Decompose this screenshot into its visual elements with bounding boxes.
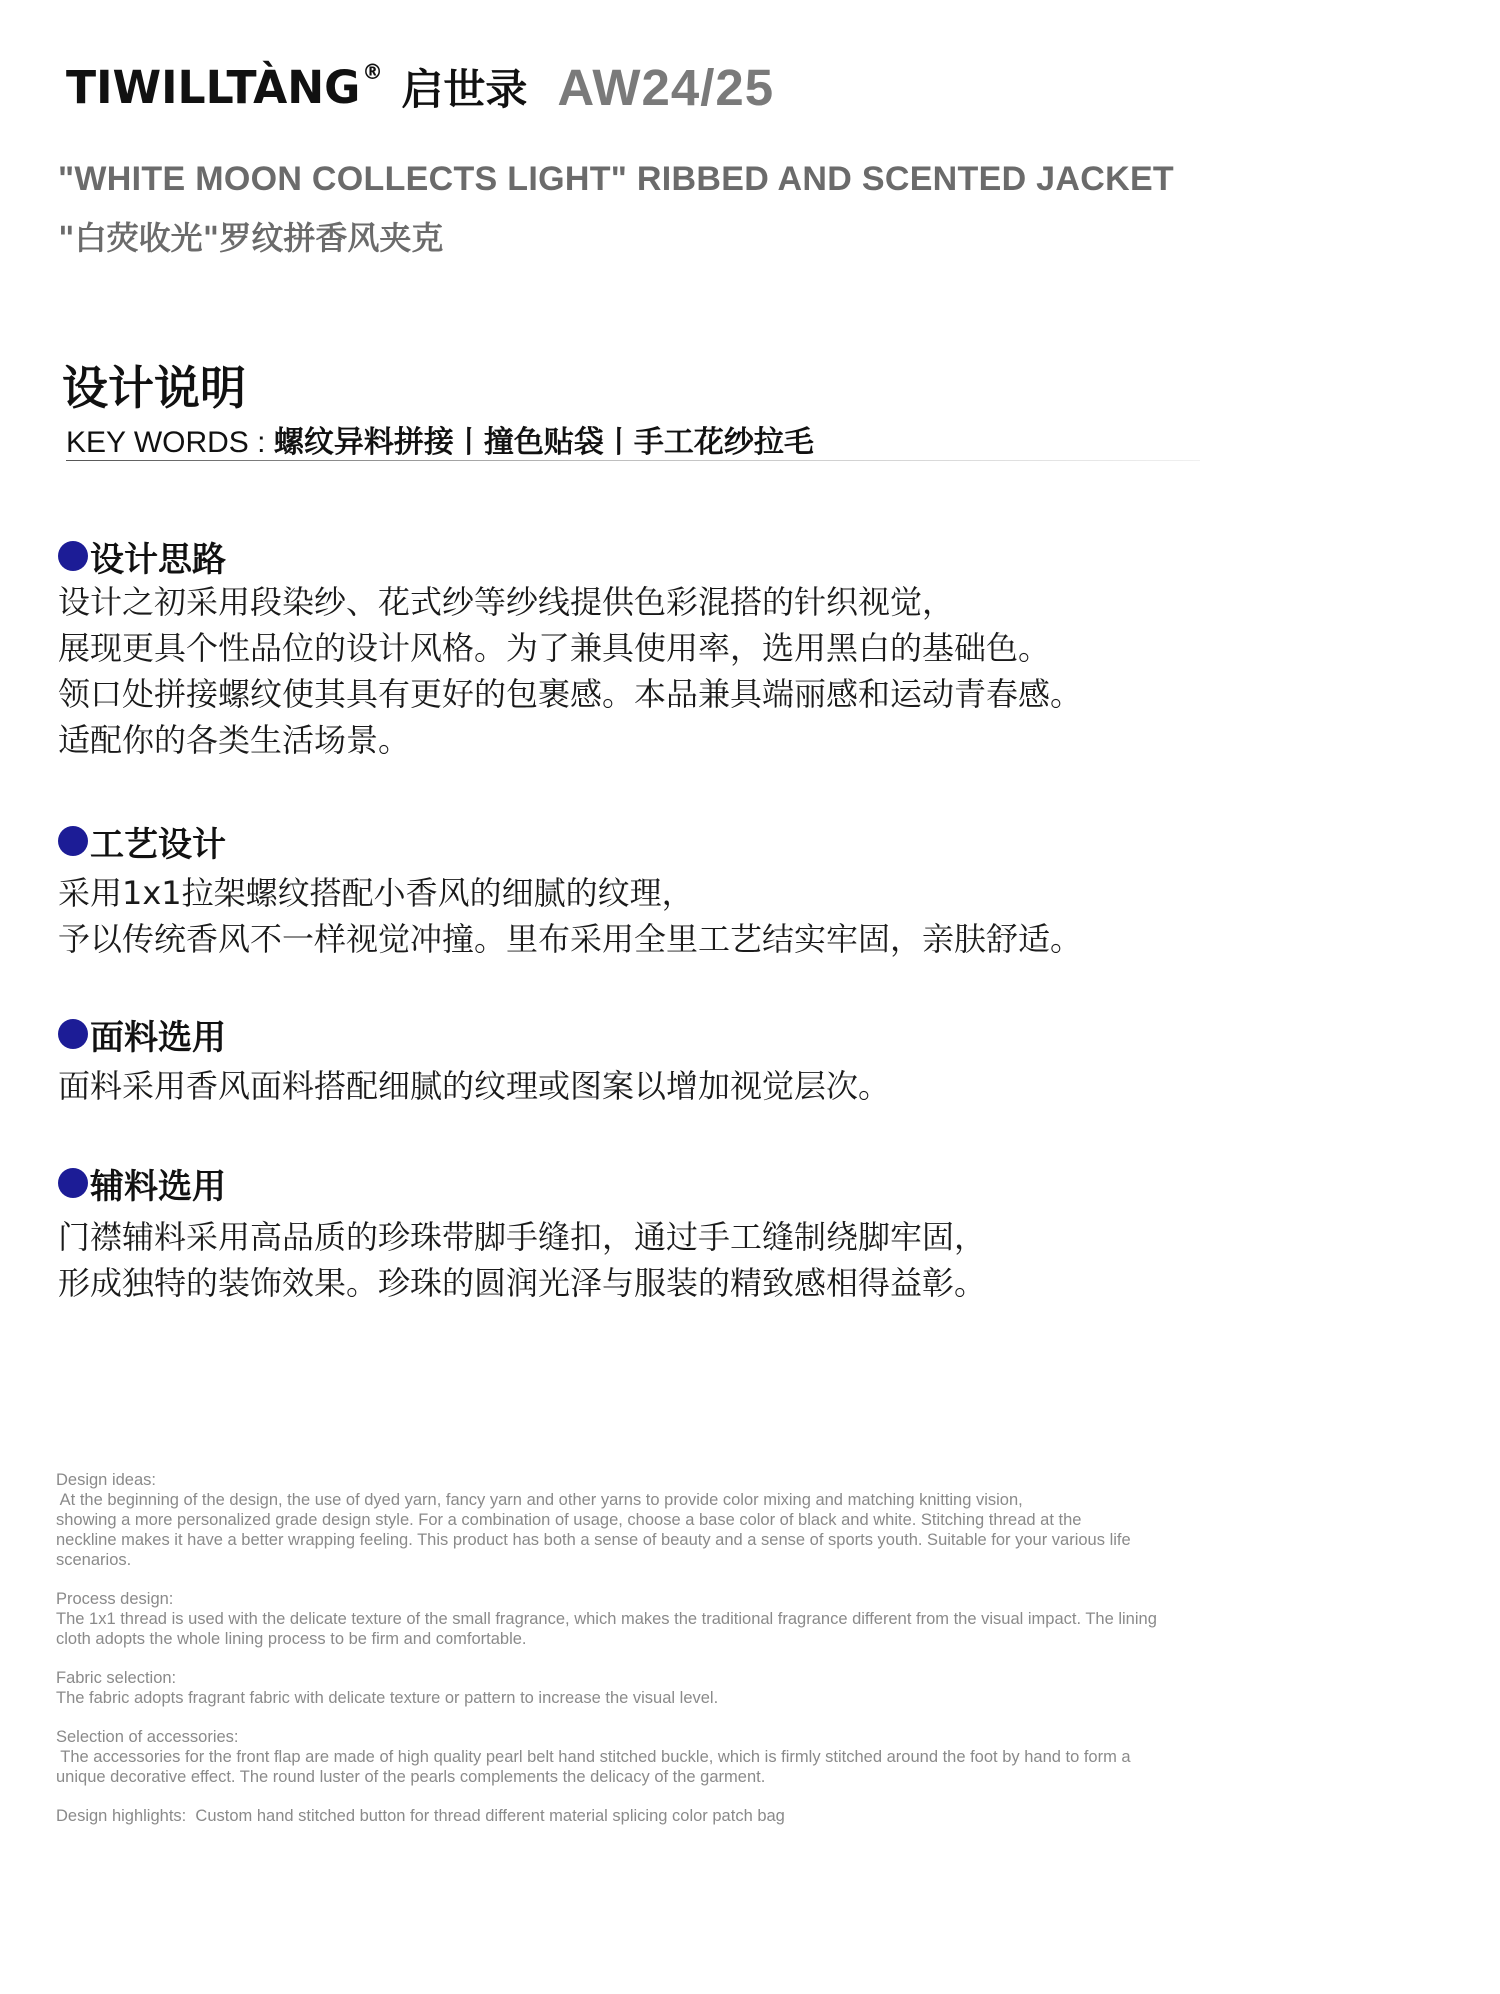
- english-process-design: [56, 1589, 1336, 1649]
- english-label: Process design:: [56, 1590, 174, 1608]
- english-label: Selection of accessories:: [56, 1728, 239, 1746]
- body-line: 领口处拼接螺纹使其具有更好的包裹感。本品兼具端丽感和运动青春感。: [58, 675, 1083, 713]
- english-line: neckline makes it have a better wrapping feeling. This product has both a sense of beauty and a sense of sports youth. Suitable for your various life: [56, 1531, 1131, 1549]
- brand-logo: [66, 61, 383, 114]
- design-statement-heading: 设计说明: [62, 361, 246, 415]
- english-translation: [56, 1470, 1336, 1845]
- design-idea-section: [58, 533, 1082, 763]
- english-line: Design highlights: Custom hand stitched button for thread different material splicing color patch bag: [56, 1807, 785, 1825]
- accessories-title-text: 辅料选用: [90, 1166, 226, 1207]
- english-label: Design ideas:: [56, 1471, 156, 1489]
- brand-header: [66, 52, 774, 122]
- english-design-ideas: [56, 1470, 1336, 1570]
- keywords-label: KEY WORDS :: [66, 426, 274, 459]
- english-highlights: [56, 1806, 1336, 1826]
- brand-name-cn: 启世录: [401, 65, 528, 114]
- body-line: 适配你的各类生活场景。: [58, 721, 411, 759]
- bullet-dot-icon: [58, 541, 88, 571]
- english-label: Fabric selection:: [56, 1669, 177, 1687]
- body-line: 设计之初采用段染纱、花式纱等纱线提供色彩混搭的针织视觉，: [58, 583, 955, 621]
- english-line: cloth adopts the whole lining process to be firm and comfortable.: [56, 1630, 527, 1648]
- design-idea-title-text: 设计思路: [90, 539, 226, 580]
- body-line: 面料采用香风面料搭配细腻的纹理或图案以增加视觉层次。: [58, 1067, 891, 1105]
- english-line: The 1x1 thread is used with the delicate texture of the small fragrance, which makes the traditional fragrance different from the visual impact. The lining: [56, 1610, 1157, 1628]
- body-line: 展现更具个性品位的设计风格。为了兼具使用率，选用黑白的基础色。: [58, 629, 1051, 667]
- craft-design-title: [58, 818, 1082, 864]
- body-line: 予以传统香风不一样视觉冲撞。里布采用全里工艺结实牢固，亲肤舒适。: [58, 920, 1083, 958]
- english-line: The accessories for the front flap are made of high quality pearl belt hand stitched buckle, which is firmly stitched around the foot by hand to form a: [56, 1748, 1131, 1766]
- bullet-dot-icon: [58, 1168, 88, 1198]
- keywords-terms: 螺纹异料拼接丨撞色贴袋丨手工花纱拉毛: [273, 425, 814, 460]
- english-line: showing a more personalized grade design style. For a combination of usage, choose a base color of black and white. Stitching thread at the: [56, 1511, 1082, 1529]
- season-label: AW24/25: [557, 58, 775, 116]
- english-line: At the beginning of the design, the use of dyed yarn, fancy yarn and other yarns to provide color mixing and matching knitting vision,: [56, 1491, 1023, 1509]
- craft-design-body: [58, 870, 1082, 962]
- keywords-line: [66, 417, 814, 461]
- keywords-divider: [66, 460, 1200, 461]
- accessories-section: [58, 1160, 986, 1306]
- english-fabric-selection: [56, 1668, 1336, 1708]
- english-line: The fabric adopts fragrant fabric with delicate texture or pattern to increase the visual level.: [56, 1689, 719, 1707]
- design-idea-title: [58, 533, 1082, 579]
- design-idea-body: [58, 579, 1082, 763]
- fabric-title: [58, 1011, 890, 1057]
- bullet-dot-icon: [58, 1019, 88, 1049]
- craft-design-section: [58, 818, 1082, 962]
- english-line: scenarios.: [56, 1551, 132, 1569]
- body-line: 采用1x1拉架螺纹搭配小香风的细腻的纹理，: [58, 874, 694, 912]
- accessories-body: [58, 1214, 986, 1306]
- product-title-en: "WHITE MOON COLLECTS LIGHT" RIBBED AND SCENTED JACKET: [58, 160, 1174, 198]
- english-line: unique decorative effect. The round luster of the pearls complements the delicacy of the garment.: [56, 1768, 766, 1786]
- fabric-section: [58, 1011, 890, 1109]
- body-line: 形成独特的装饰效果。珍珠的圆润光泽与服装的精致感相得益彰。: [58, 1264, 987, 1302]
- brand-name: TIWILLTÀNG: [66, 60, 361, 114]
- bullet-dot-icon: [58, 826, 88, 856]
- body-line: 门襟辅料采用高品质的珍珠带脚手缝扣，通过手工缝制绕脚牢固，: [58, 1218, 987, 1256]
- registered-mark: ®: [362, 59, 383, 84]
- accessories-title: [58, 1160, 986, 1206]
- product-title-cn: "白荧收光"罗纹拼香风夹克: [58, 219, 444, 257]
- fabric-body: [58, 1063, 890, 1109]
- english-accessories-selection: [56, 1727, 1336, 1787]
- craft-design-title-text: 工艺设计: [90, 824, 226, 865]
- fabric-title-text: 面料选用: [90, 1017, 226, 1058]
